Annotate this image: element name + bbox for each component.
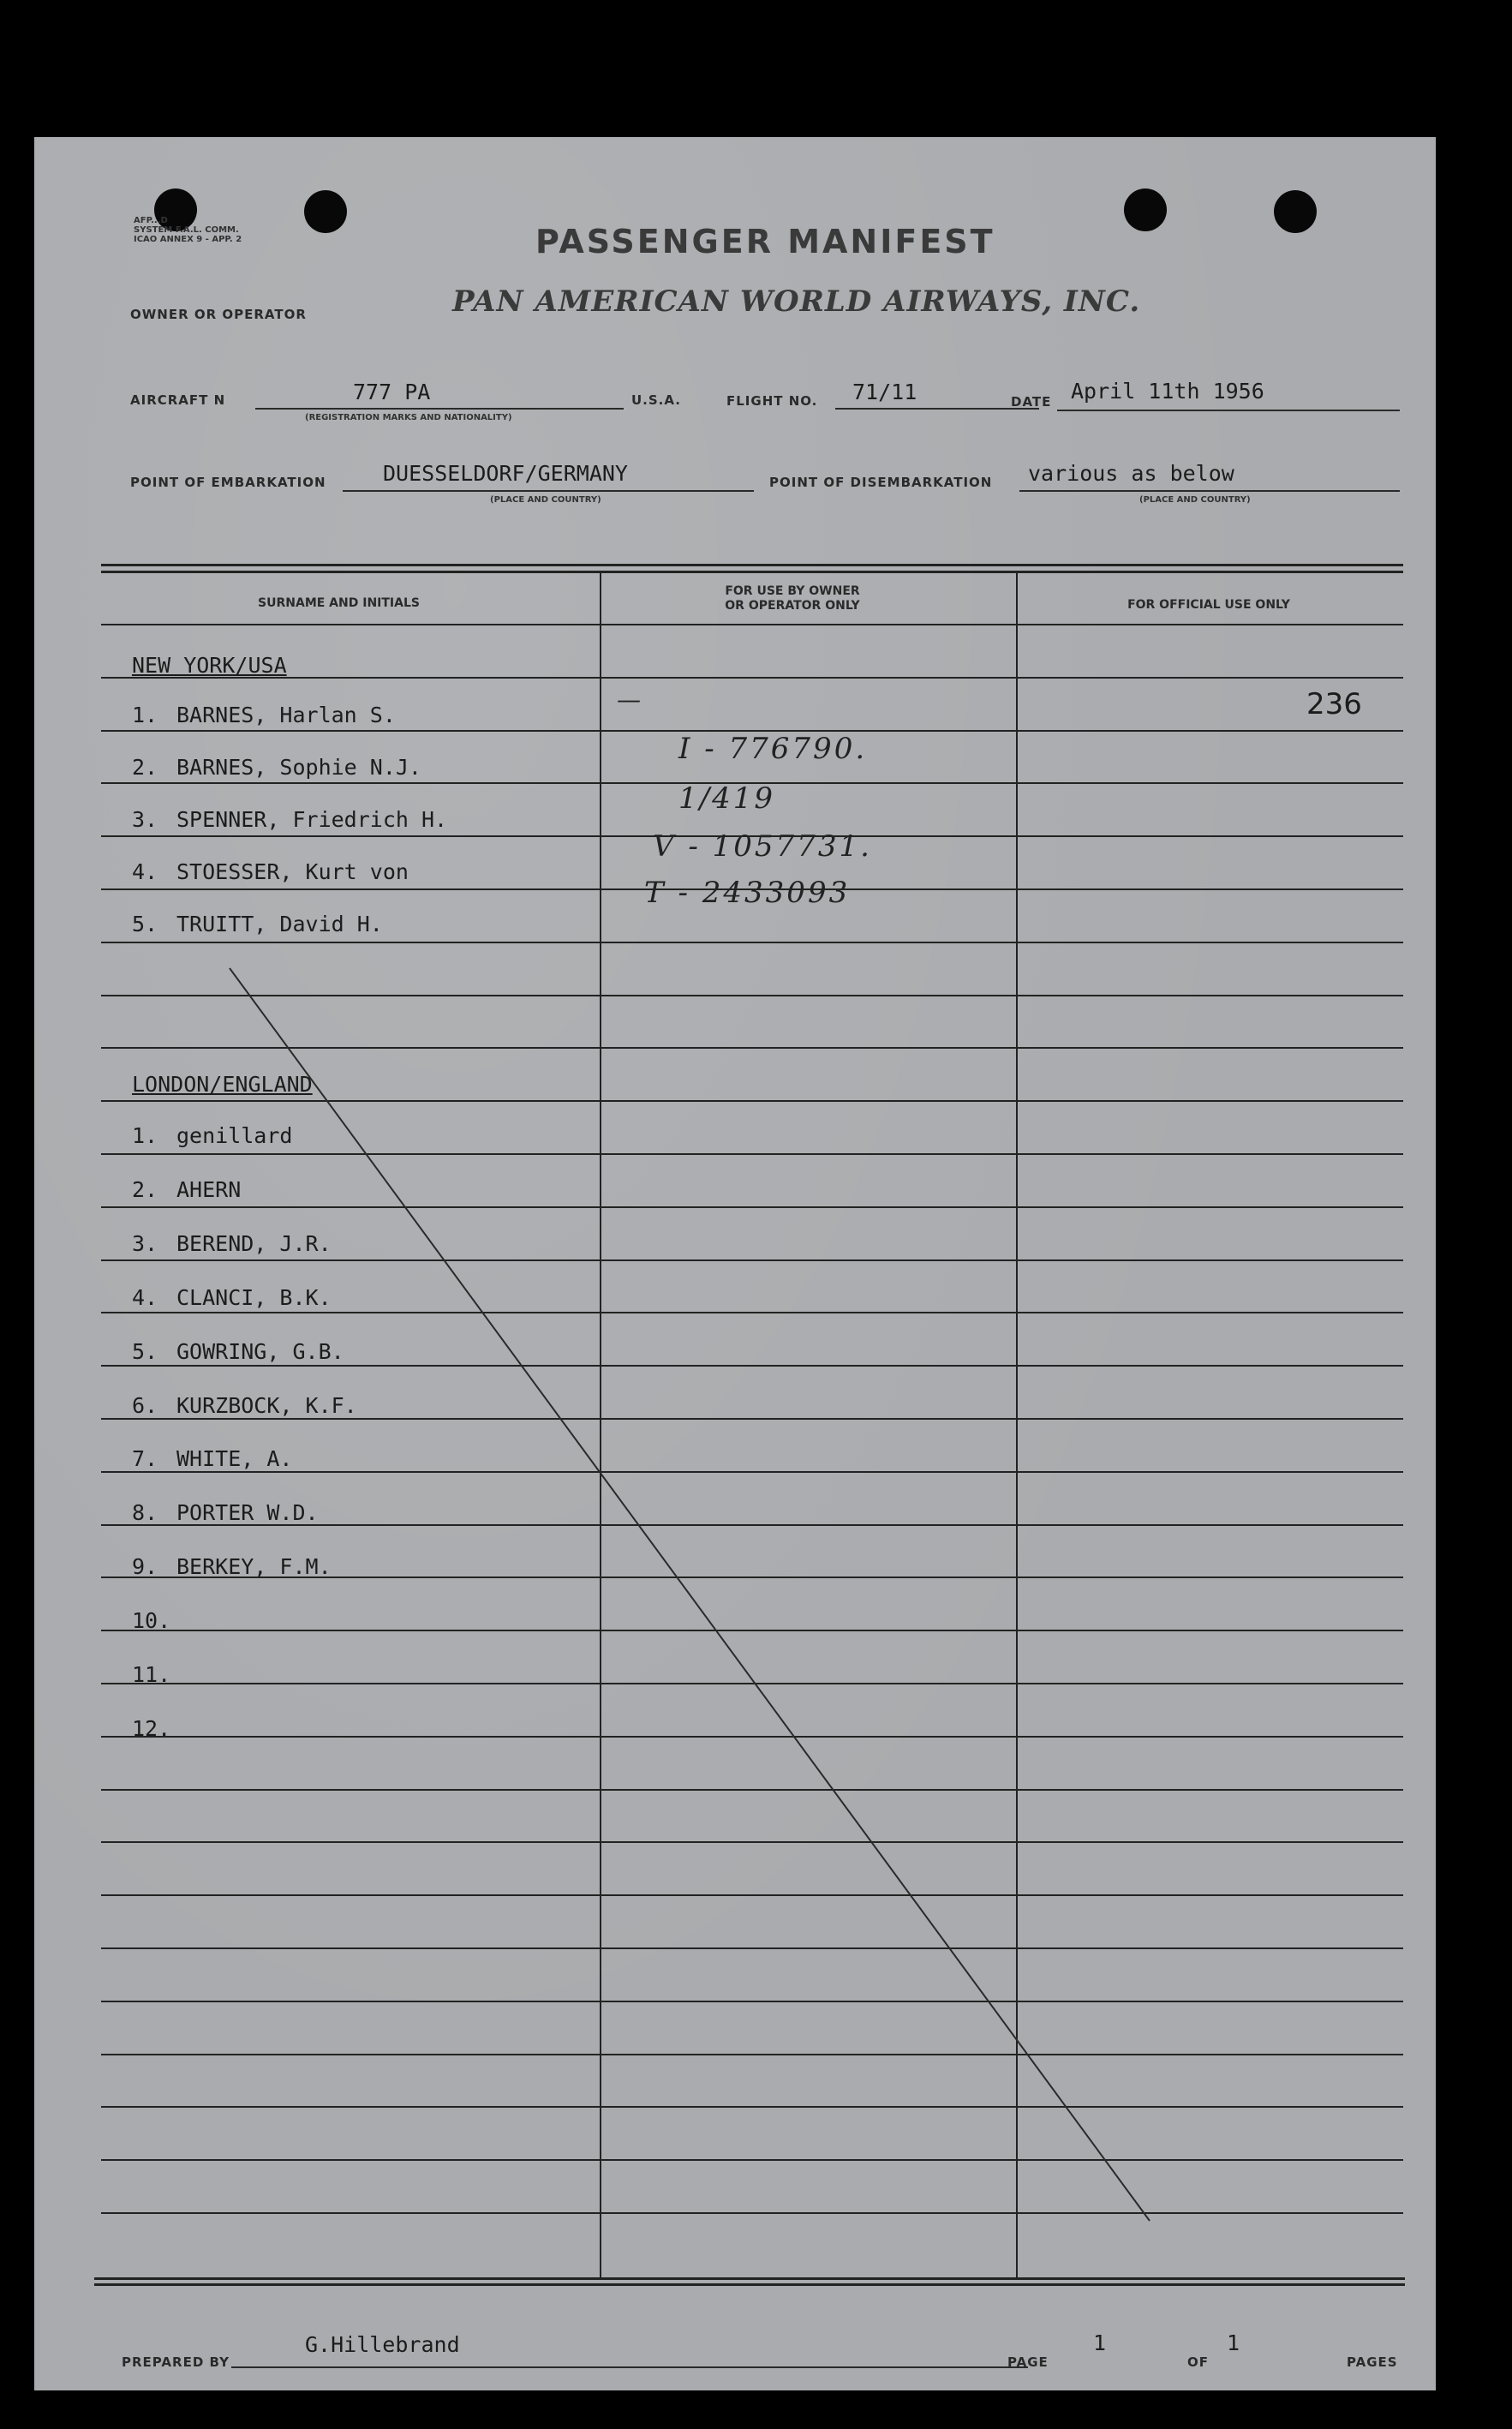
of-value: 1	[1227, 2330, 1240, 2355]
handwritten-note: V - 1057731.	[653, 829, 872, 864]
prepared-label: PREPARED BY	[122, 2354, 230, 2370]
section-london: LONDON/ENGLAND	[132, 1072, 313, 1097]
of-label: OF	[1187, 2354, 1209, 2370]
embark-sub: (PLACE AND COUNTRY)	[490, 495, 601, 505]
passenger-name: KURZBOCK, K.F.	[176, 1393, 357, 1418]
passenger-number: 10.	[132, 1608, 171, 1633]
passenger-name: AHERN	[176, 1177, 242, 1202]
date-value: April 11th 1956	[1071, 379, 1264, 404]
passenger-number: 3.	[132, 1231, 158, 1256]
passenger-number: 2.	[132, 755, 158, 780]
date-label: DATE	[1011, 394, 1052, 410]
aircraft-value: 777 PA	[353, 380, 431, 404]
manifest-sheet	[34, 137, 1436, 2390]
disembark-value: various as below	[1028, 461, 1234, 486]
passenger-number: 4.	[132, 1285, 158, 1310]
passenger-number: 4.	[132, 859, 158, 884]
passenger-number: 1.	[132, 1123, 158, 1148]
diagonal-strike	[34, 137, 1436, 2390]
page-value: 1	[1093, 2330, 1107, 2355]
form-ref: AFP...D SYSTEM F.A.L. COMM. ICAO ANNEX 9 - APP. 2	[134, 216, 242, 244]
embark-value: DUESSELDORF/GERMANY	[383, 461, 628, 486]
handwritten-note: I - 776790.	[678, 732, 868, 766]
passenger-name: BERKEY, F.M.	[176, 1554, 332, 1579]
airline-name: PAN AMERICAN WORLD AIRWAYS, INC.	[452, 284, 1141, 319]
passenger-name: STOESSER, Kurt von	[176, 859, 409, 884]
prepared-value: G.Hillebrand	[305, 2332, 460, 2357]
passenger-name: PORTER W.D.	[176, 1500, 319, 1525]
owner-label: OWNER OR OPERATOR	[130, 307, 307, 322]
aircraft-sub: (REGISTRATION MARKS AND NATIONALITY)	[305, 413, 512, 422]
handwritten-note: —	[617, 685, 643, 714]
passenger-number: 11.	[132, 1662, 171, 1687]
passenger-name: genillard	[176, 1123, 293, 1148]
passenger-name: WHITE, A.	[176, 1446, 293, 1471]
embark-label: POINT OF EMBARKATION	[130, 475, 326, 490]
passenger-number: 6.	[132, 1393, 158, 1418]
passenger-name: CLANCI, B.K.	[176, 1285, 332, 1310]
handwritten-note: 1/419	[678, 781, 775, 816]
disembark-label: POINT OF DISEMBARKATION	[769, 475, 993, 490]
disembark-sub: (PLACE AND COUNTRY)	[1139, 495, 1251, 505]
page-label: PAGE	[1007, 2354, 1049, 2370]
aircraft-label: AIRCRAFT N	[130, 392, 226, 408]
passenger-number: 3.	[132, 807, 158, 832]
passenger-name: BEREND, J.R.	[176, 1231, 332, 1256]
usa-label: U.S.A.	[631, 392, 681, 408]
col-owner: FOR USE BY OWNER OR OPERATOR ONLY	[725, 584, 860, 613]
passenger-name: SPENNER, Friedrich H.	[176, 807, 448, 832]
flight-label: FLIGHT NO.	[726, 393, 818, 409]
handwritten-note: T - 2433093	[644, 876, 851, 910]
passenger-number: 2.	[132, 1177, 158, 1202]
pages-label: PAGES	[1347, 2354, 1398, 2370]
official-number: 236	[1306, 687, 1362, 721]
passenger-name: BARNES, Harlan S.	[176, 703, 396, 727]
passenger-name: TRUITT, David H.	[176, 912, 383, 936]
section-new-york: NEW YORK/USA	[132, 653, 287, 678]
passenger-number: 5.	[132, 912, 158, 936]
flight-value: 71/11	[852, 380, 917, 404]
passenger-number: 5.	[132, 1339, 158, 1364]
passenger-name: BARNES, Sophie N.J.	[176, 755, 421, 780]
passenger-number: 9.	[132, 1554, 158, 1579]
col-official: FOR OFFICIAL USE ONLY	[1127, 598, 1290, 612]
passenger-number: 7.	[132, 1446, 158, 1471]
passenger-number: 12.	[132, 1716, 171, 1741]
passenger-name: GOWRING, G.B.	[176, 1339, 344, 1364]
passenger-number: 8.	[132, 1500, 158, 1525]
col-surname: SURNAME AND INITIALS	[258, 596, 420, 610]
passenger-number: 1.	[132, 703, 158, 727]
page-title: PASSENGER MANIFEST	[535, 223, 995, 260]
